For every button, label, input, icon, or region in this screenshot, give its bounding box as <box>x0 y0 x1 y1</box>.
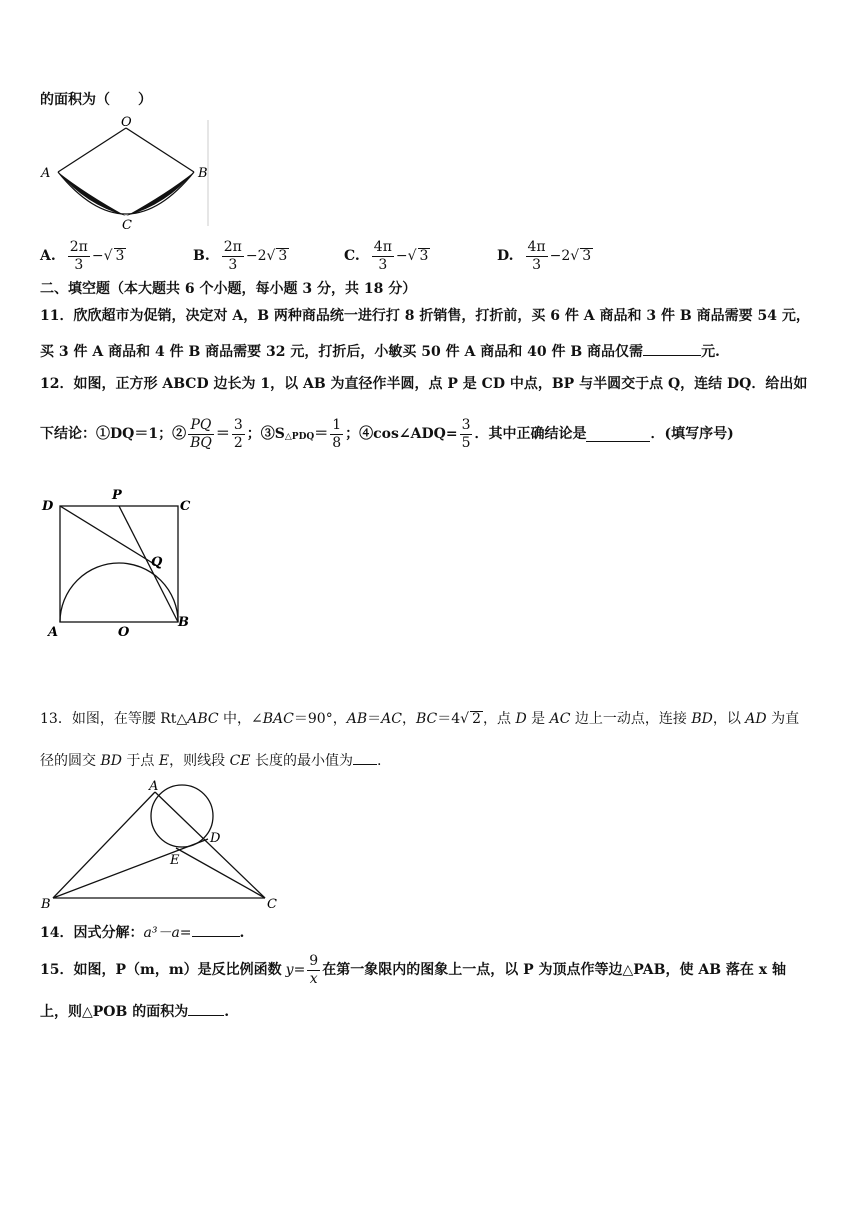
answer-blank[interactable] <box>586 427 650 442</box>
shaded-region-right <box>126 172 194 216</box>
label-C: C <box>267 897 277 912</box>
answer-blank[interactable] <box>353 750 377 765</box>
q10-figure <box>38 114 213 234</box>
label-B: B <box>178 615 189 630</box>
label-A: A <box>48 625 59 638</box>
q11-line1: 11．欣欣超市为促销，决定对 A，B 两种商品统一进行打 8 折销售，打折前，买 6 件 A 商品和 3 件 B 商品需要 54 元， <box>40 308 810 324</box>
q15-line1: 15．如图，P（m，m）是反比例函数 y = $\frac{9}{x}$ 在第一象限内的图象上一点，以 P 为顶点作等边△PAB，使 AB 落在 x 轴 <box>40 952 787 987</box>
label-C: C <box>180 499 191 514</box>
label-P: P <box>112 488 122 503</box>
label-E: E <box>170 853 180 868</box>
q12-line2: 下结论：①DQ＝1；② $\frac{PQ}{BQ}$ ＝ $\frac{3}{2}$ ；③S △PDQ ＝ $\frac{1}{8}$ ；④cos∠ADQ= $\frac{3}{5}$ ．其中正确结论是 ．(填写序号) <box>40 416 734 451</box>
option-d[interactable]: D. $\frac{4\pi}{3}$ − 2 √ 3 <box>497 238 592 273</box>
q14-line: 14．因式分解：a³－a= . <box>40 922 244 943</box>
shaded-region-left <box>58 172 126 216</box>
section-heading: 二、填空题（本大题共 6 个小题，每小题 3 分，共 18 分） <box>40 281 417 297</box>
label-D: D <box>210 831 221 846</box>
option-a[interactable]: A. $\frac{2\pi}{3}$ − √ 3 <box>40 238 125 273</box>
q11-line2: 买 3 件 A 商品和 4 件 B 商品需要 32 元，打折后，小敏买 50 件 A 商品和 40 件 B 商品仅需 元. <box>40 341 720 362</box>
label-O: O <box>118 625 130 638</box>
option-label: A. <box>40 248 56 264</box>
q13-figure <box>38 778 288 914</box>
label-B: B <box>41 897 51 912</box>
label-O: O <box>121 115 132 130</box>
q12-figure <box>40 488 200 638</box>
label-Q: Q <box>151 555 163 570</box>
answer-blank[interactable] <box>643 341 701 356</box>
label-A: A <box>149 779 159 794</box>
answer-blank[interactable] <box>188 1001 224 1016</box>
q10-tail-text: 的面积为（ ） <box>40 92 152 108</box>
q12-line1: 12．如图，正方形 ABCD 边长为 1，以 AB 为直径作半圆，点 P 是 CD 中点，BP 与半圆交于点 Q，连结 DQ．给出如 <box>40 376 808 392</box>
option-b[interactable]: B. $\frac{2\pi}{3}$ − 2 √ 3 <box>193 238 288 273</box>
label-C: C <box>122 218 132 233</box>
label-B: B <box>198 166 208 181</box>
q15-line2: 上，则△POB 的面积为 . <box>40 1001 229 1022</box>
q13-line2: 径的圆交 BD 于点 E，则线段 CE 长度的最小值为 . <box>40 750 381 771</box>
answer-blank[interactable] <box>192 922 240 937</box>
label-A: A <box>41 166 51 181</box>
option-label: C. <box>344 248 360 264</box>
option-label: D. <box>497 248 514 264</box>
option-c[interactable]: C. $\frac{4\pi}{3}$ − √ 3 <box>344 238 429 273</box>
label-D: D <box>42 499 54 514</box>
q13-line1: 13．如图，在等腰 Rt△ABC 中，∠BAC＝90°，AB＝AC，BC＝4√ 2 ，点 D 是 AC 边上一动点，连接 BD，以 AD 为直 <box>40 711 800 727</box>
option-label: B. <box>193 248 210 264</box>
